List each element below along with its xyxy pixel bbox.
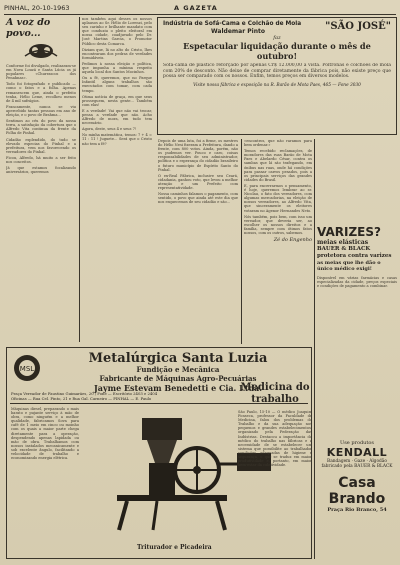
column-rule — [79, 17, 80, 342]
paragraph: Depois de uma luta, foi a firme, os mestres do Hélio Nesi fizeram a Prefeitura, dando a frente, com 800 votos. Ainda, porém, não os pudemos ver. Pouco e caro, coisas responsabilidades de seu administrador, política e o esperança do cidadão brasileiro o futuro município de Espírito Santo do Pinhal. — [158, 139, 238, 172]
ad-varizes-brand: BAUER & BLACK — [317, 246, 371, 252]
ad-faz: faz — [273, 35, 281, 41]
paragraph: Nós também, pois bem, com isso um vereador, que deveria ser, ao escolher os nossos direitos e a família, sempre com ótimos fatos nossos, com os outros, sabemos. — [244, 214, 312, 235]
article-body: São Paulo, 15-10 — O médico Joaquim Fonseca, professor da Faculdade de Medicina, falou dos problemas do Trabalho e da sua adequação nos pequenos e grandes estabelecimentos, organizado pela Federação das Indústrias. Destacou a importância do médico do trabalho nas fábricas e a necessidade de se estabelecer um sistema que possibilite ao trabalhador condições adequadas de higiene e segurança, o que se traduz em maior produtividade e, portanto, em maior bem-estar da coletividade. — [238, 410, 312, 468]
company-sub2: Fabricante de Máquinas Agro-Pecuárias — [99, 373, 257, 383]
company-gear-logo-icon — [11, 352, 43, 384]
company-owners: Jayme Estevam Benedetti e Cia. Ltda. — [94, 383, 262, 393]
paragraph: Francamente, nunca se viu apercebido tantas pessoas em ano de eleição, e o povo de Brahma... — [6, 104, 76, 118]
paragraph: Já que estamos focalizando aniversários, queremos — [6, 166, 76, 175]
paragraph: Sentimos ao céu do povo da nossa terra, a satisfação da cobertura que o Alfredo Vita continua da frente da Folha de Pinhal. — [6, 119, 76, 136]
paragraph: Pedimos à nossa eleição e política, que impunha a mínima respeito aquela local dos Santos Mocinhos. — [82, 61, 152, 75]
company-name: Metalúrgica Santa Luzia — [88, 351, 268, 366]
ad-headline: Espetacular liquidação durante o mês de outubro! — [183, 41, 371, 61]
paragraph: E, para encerrarmos o pensamento, é hoje, queremos lembrar ao sr. Nicolau, o fato dos vereadores, com algumas mercadorias, na eleição de nossos vereadores, ao Alfredo Vita, que sinceramente os eleitores votaram no Agenor Hernandes Neto. — [244, 183, 312, 213]
header-title: A GAZETA — [174, 4, 218, 12]
store-name: Casa Brando — [328, 475, 386, 507]
column-politics — [158, 139, 238, 344]
paragraph: O ex-Real Fábrica, inclusive seu Ceará, cidadania, ganhou voto, que levou a melhor atenção e um Prefeito com representatividade. — [158, 173, 238, 191]
ad-owner: Waldemar Pinto — [211, 28, 265, 35]
column-title: A voz do povo... — [6, 17, 51, 39]
header-rule — [4, 14, 396, 15]
ad-varizes-text2: as meias que lhe dão o único médico exigi! — [317, 260, 381, 272]
article-medicina-do-trabalho — [238, 382, 312, 557]
paragraph: Todo foi fotografado e publicado — como o fatos e a folha. Apenas remanescem que, ainda o prefeito tenha, Hélio Leme, recolheu menos de 4 mil sufrágios. — [6, 82, 76, 103]
address-line: Praça Vereador de Faustino Guimarães, 20 / Fone — Escritório 2403 e 2404 — [11, 392, 158, 396]
signature: Zé do Engenho — [273, 237, 312, 244]
paragraph: Temos recebido reclamações, de moradores das ruas Barão de Mota Paes e Abelardo César, contra os sambas que lá são trafegando, em ónibus nas ruas, onde há condições para passar carros pesados, pois a os principais serviços das grandes cidades do Brasil. — [244, 149, 312, 182]
ad-body: Sofá-cama de plástico reforçado por apenas Cr$ 12.000,00 à vista. Poltronas e colchões de mola com 20% de desconto. Não deixe de comprar diretamente da fábrica pois, não existe preço que possa ser comparado com os nossos. Enfim, temos preços em diversos modelos. — [163, 63, 391, 80]
column-continuation — [82, 17, 152, 342]
address-line: Oficinas — Rua Cel. Pinto, 21 e Rua Gal. Carneiro — PINHAL — E. Paulo — [11, 396, 152, 401]
paragraph: E a verdade! Vai que não vai trocar, pensa a verdade que não. Acho Alfredo de mora, em tudo tem necessário. — [82, 108, 152, 126]
masthead — [4, 4, 396, 13]
paragraph: Cidadão esplendido, do tudo se elevado especias do Pinhal e a prefeitura, vem nos favorecendo os vereadores do Pinhal. — [6, 137, 76, 154]
ad-kendall-name: KENDALL — [326, 446, 388, 459]
ad-kendall-line2: fabricado pela BAUER & BLACK — [321, 464, 393, 469]
company-sub1: Fundição e Mecânica — [136, 365, 220, 374]
ad-kendall-line1: Bandagem · Gaze · Algodão — [327, 459, 387, 464]
ad-kendall-pre: Use produtos — [340, 440, 374, 446]
paragraph: Diziam que, lá no alto do Cristo, lhes encontraram dos pedras de verdades formidáveis. — [82, 47, 152, 60]
ad-varizes-text1: protetora contra varizes — [317, 253, 392, 259]
column-rule — [241, 139, 242, 344]
company-body: Máquinas diesel, preparando o mais barato e pujante serviço à mão de obra, como ninguém e a melhor qualidade, fabricamos Sova para café de 1 meio em cinco ou moinho com os quais a maior parte chega diretamente para a operação, despendendo apenas lapidada ou mão de obra. Trabalhamos com nossos instalados mecanicamente e sob excelente ângulo, facilitando a velocidade de trabalho e economizando energia elétrica. — [11, 407, 79, 461]
paragraph: Conforme foi divulgado, realizaram-se em Nova Louzã e Santa Lúcia os já populares «Churrascos dos Penahnas». — [6, 64, 76, 81]
paragraph: Ótima notícia de graça, em que seus prosseguem, nesta gente... Também com elas! — [82, 94, 152, 107]
store-address: Praça Rio Branco, 54 — [327, 507, 387, 513]
machine-caption: Triturador e Picadeira — [137, 544, 212, 551]
header-date: PINHAL, 20-10-1963 — [4, 4, 70, 12]
ad-brand: "SÃO JOSÉ" — [325, 21, 391, 32]
column-emblem-icon — [21, 42, 61, 60]
paragraph: nos também aqui desses os nossos aplausos ao Sr. Hélio de Lorenzi, pelo seu carinho e brilhante mandato com que conduziu o pleito eleitoral em nossa cidade, coadjuvado pelo Dr. José Martins Garcia, o Promotor Público desta Comarca. — [82, 17, 152, 46]
article-title: Medicina do trabalho — [240, 382, 310, 405]
paragraph: «encontros, que não raramos para bem ordenar.» — [244, 139, 312, 148]
paragraph: Ou a fé, queremos, que no Parque Infantil alguns trabalhos são executados com tomar, com cada tempo. — [82, 76, 152, 93]
ad-varizes — [317, 225, 397, 380]
svg-text:MSL: MSL — [19, 365, 35, 373]
column-complaints — [244, 139, 312, 344]
ad-line-1: Indústria de Sofá-Cama e Colchão de Mola — [163, 21, 302, 27]
column-rule — [314, 139, 315, 559]
paragraph: Agora, deste, seus 4 e seus 7! — [82, 127, 137, 132]
ad-varizes-small: Disponível em várias farmácias e casas especializadas da cidade, preços especiais e condições de pagamento a combinar. — [317, 276, 397, 289]
paragraph: Ficou, Alfredo, há muito a ser feito nos conceitos. — [6, 155, 76, 164]
ad-sofa-cama-sao-jose — [157, 17, 397, 135]
column-a-voz-do-povo — [6, 17, 76, 342]
ad-footer: Visite nossa fábrica e exposição na R. Barão de Mota Paes, 465 — Fone 3030 — [193, 82, 361, 88]
ad-kendall-casa-brando — [317, 440, 397, 558]
ad-varizes-title: VARIZES? — [317, 225, 381, 239]
paragraph: Nossa caminhos falamos o pagamento, com sentido, o povo que ainda até este dia que nos esquecemos de seu cidadão e são... — [158, 192, 238, 205]
paragraph: No minha matemática, temos: 7 + 4 = 11 : 11 ! Juguete... Será que o Cristo não tem a fé? — [82, 133, 152, 146]
ad-varizes-subtitle: meias elásticas — [317, 239, 369, 246]
